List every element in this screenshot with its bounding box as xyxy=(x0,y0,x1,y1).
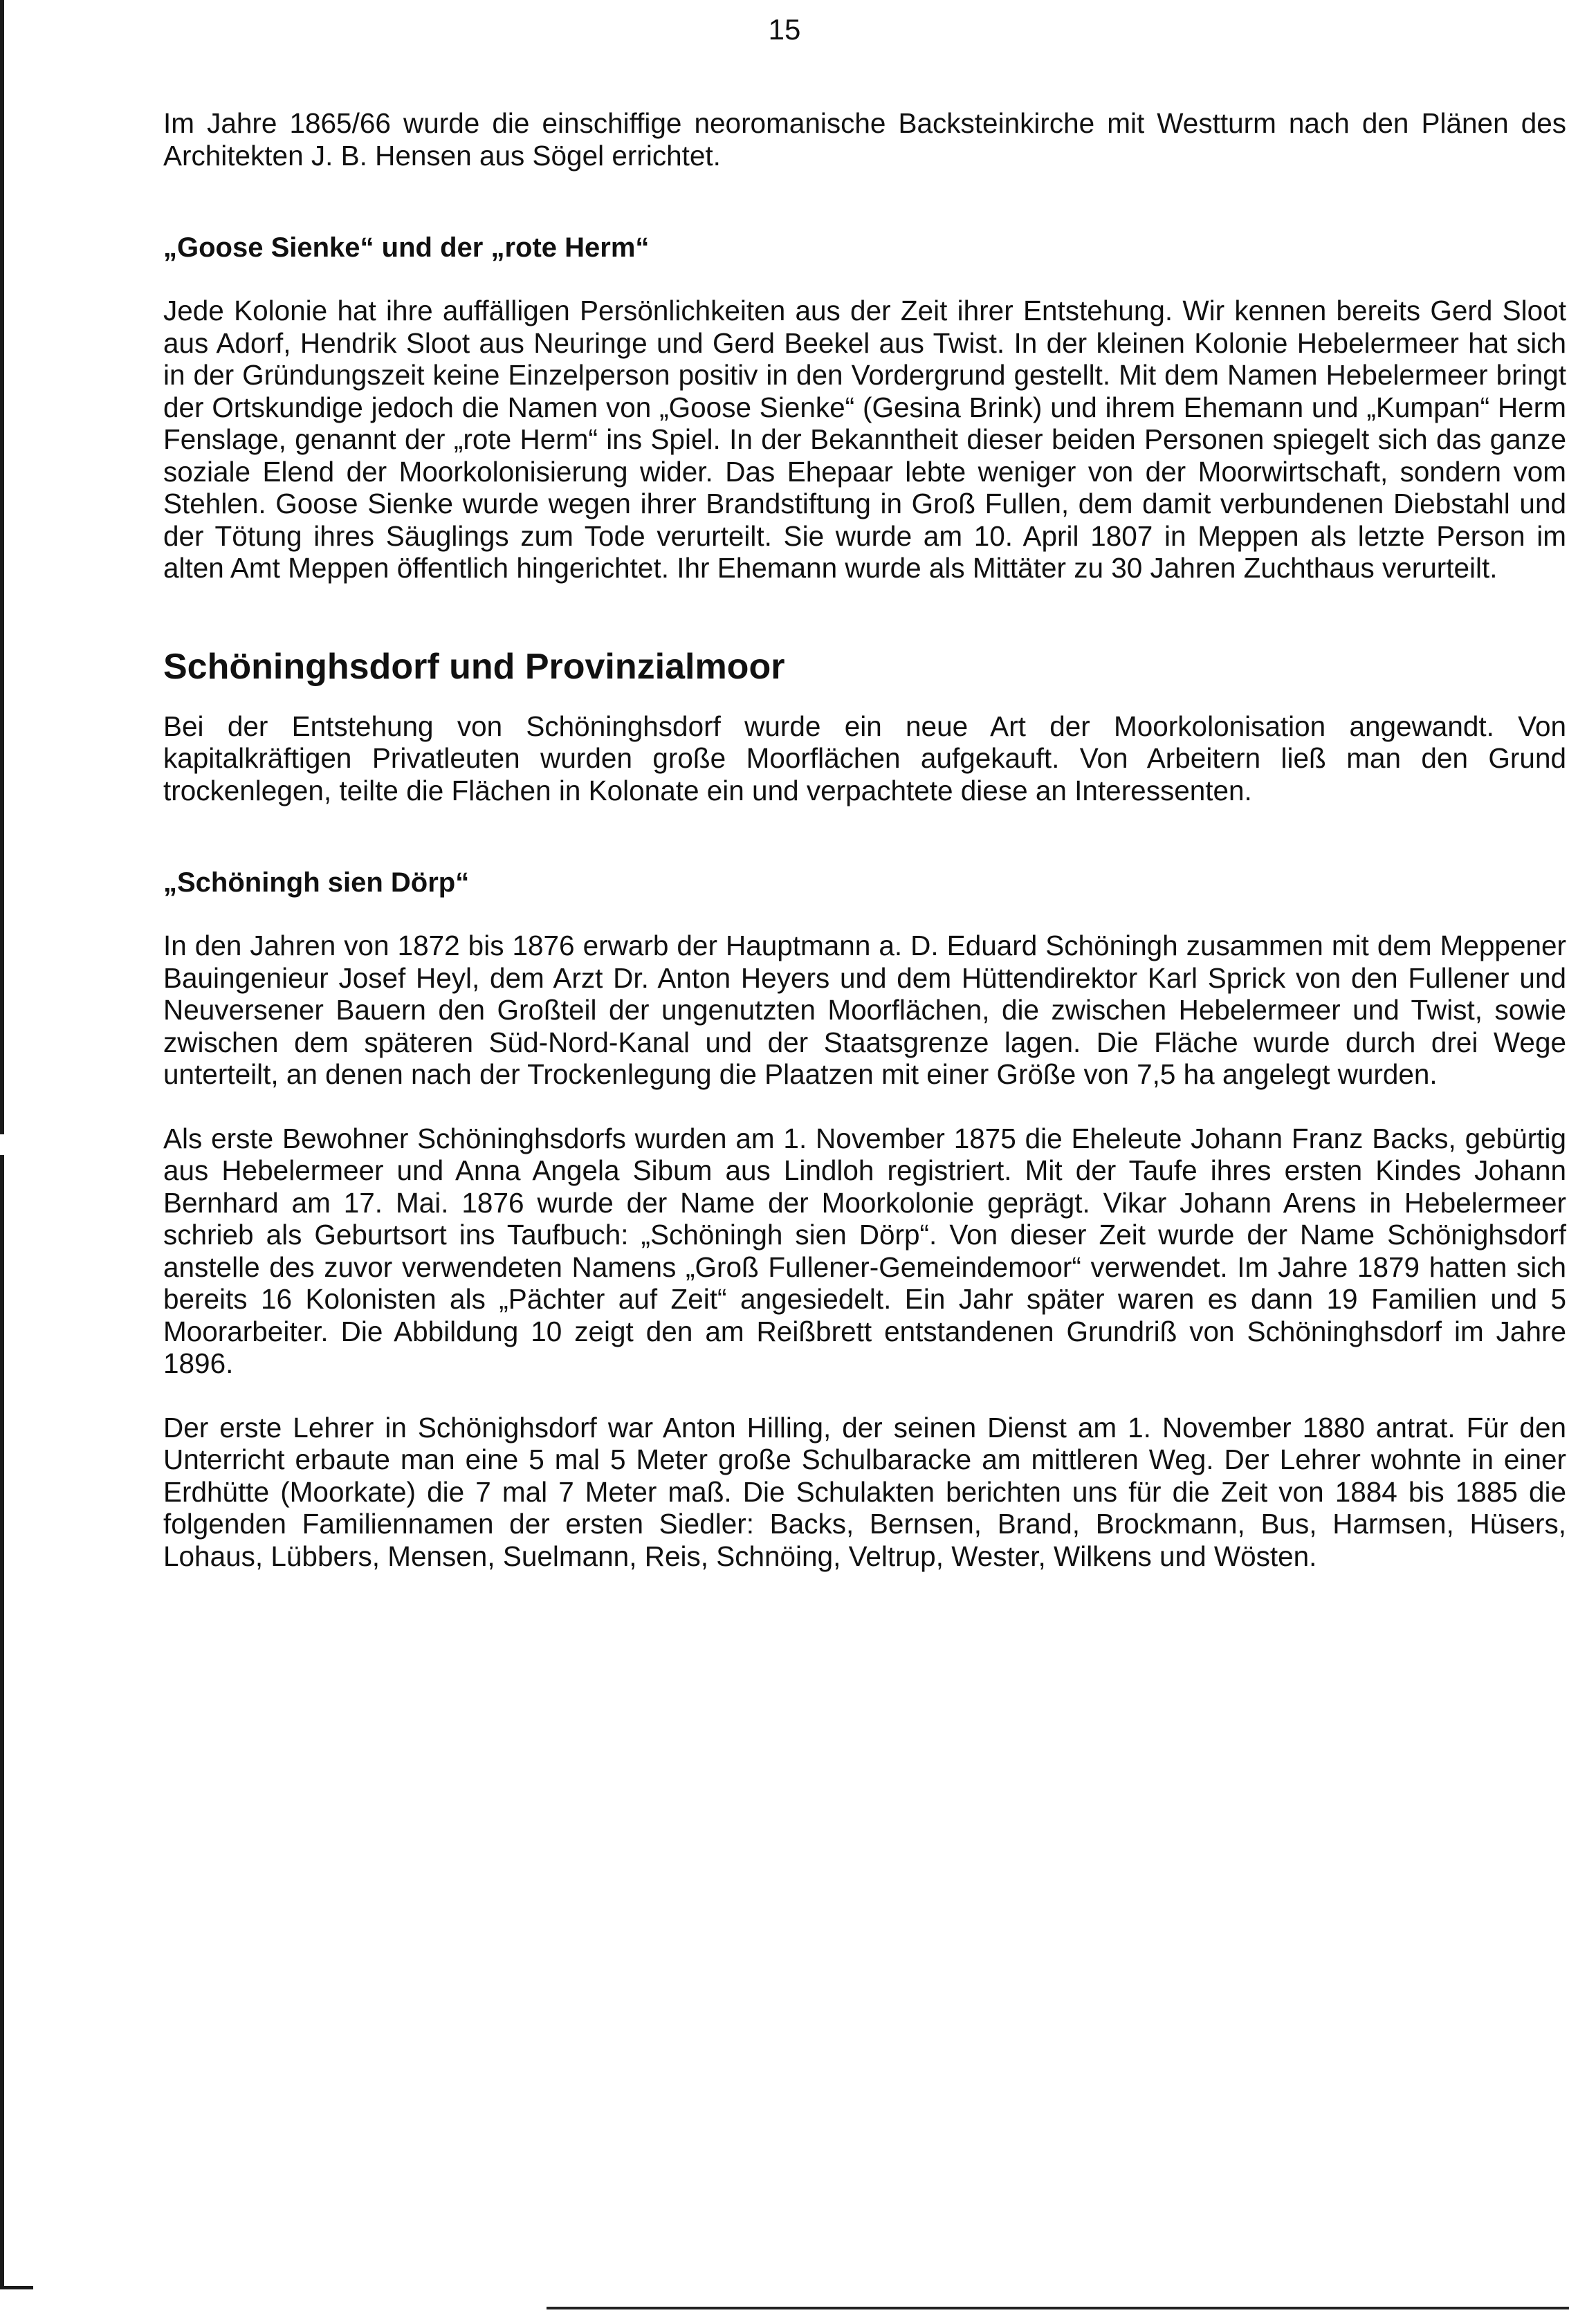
scan-corner-mark xyxy=(0,2286,33,2289)
scan-edge-left-upper xyxy=(0,0,4,1134)
heading-schoeningh-sien-doerp: „Schöningh sien Dörp“ xyxy=(163,867,470,898)
page-number: 15 xyxy=(768,13,801,46)
paragraph-schoeninghsdorf-intro: Bei der Entstehung von Schöninghsdorf wurde ein neue Art der Moorkolonisation angewandt. Von kapitalkräftigen Privatleuten wurden große Moorflächen aufgekauft. Von Arbeitern ließ man den Grund trockenlegen, teilte die Flächen in Kolonate ein und verpachtete diese an Interessenten. xyxy=(163,710,1566,806)
heading-schoeninghsdorf: Schöninghsdorf und Provinzialmoor xyxy=(163,646,785,687)
page-content xyxy=(163,107,1566,1572)
scan-edge-left-lower xyxy=(0,1155,4,2289)
intro-paragraph: Im Jahre 1865/66 wurde die einschiffige neoromanische Backsteinkirche mit Westturm nach den Plänen des Architekten J. B. Hensen aus Sögel errichtet. xyxy=(163,107,1566,172)
paragraph-goose-sienke: Jede Kolonie hat ihre auffälligen Persönlichkeiten aus der Zeit ihrer Entstehung. Wir kennen bereits Gerd Sloot aus Adorf, Hendrik Sloot aus Neuringe und Gerd Beekel aus Twist. In der kleinen Kolonie Hebelermeer hat sich in der Gründungszeit keine Einzelperson positiv in den Vordergrund gestellt. Mit dem Namen Hebelermeer bringt der Ortskundige jedoch die Namen von „Goose Sienke“ (Gesina Brink) und ihrem Ehemann und „Kumpan“ Herm Fenslage, genannt der „rote Herm“ ins Spiel. In der Bekanntheit dieser beiden Personen spiegelt sich das ganze soziale Elend der Moorkolonisierung wider. Das Ehepaar lebte weniger von der Moorwirtschaft, sondern vom Stehlen. Goose Sienke wurde wegen ihrer Brandstiftung in Groß Fullen, dem damit verbundenen Diebstahl und der Tötung ihres Säuglings zum Tode verurteilt. Sie wurde am 10. April 1807 in Meppen als letzte Person im alten Amt Meppen öffentlich hingerichtet. Ihr Ehemann wurde als Mittäter zu 30 Jahren Zuchthaus verurteilt. xyxy=(163,295,1566,584)
paragraph-first-residents: Als erste Bewohner Schöninghsdorfs wurden am 1. November 1875 die Eheleute Johann Franz Backs, gebürtig aus Hebelermeer und Anna Angela Sibum aus Lindloh registriert. Mit der Taufe ihres ersten Kindes Johann Bernhard am 17. Mai. 1876 wurde der Name der Moorkolonie geprägt. Vikar Johann Arens in Hebelermeer schrieb als Geburtsort ins Taufbuch: „Schöningh sien Dörp“. Von dieser Zeit wurde der Name Schönighsdorf anstelle des zuvor verwendeten Namens „Groß Fullener-Gemeindemoor“ verwendet. Im Jahre 1879 hatten sich bereits 16 Kolonisten als „Pächter auf Zeit“ angesiedelt. Ein Jahr später waren es dann 19 Familien und 5 Moorarbeiter. Die Abbildung 10 zeigt den am Reißbrett entstandenen Grundriß von Schöninghsdorf im Jahre 1896. xyxy=(163,1122,1566,1379)
paragraph-land-purchase: In den Jahren von 1872 bis 1876 erwarb der Hauptmann a. D. Eduard Schöningh zusammen mit dem Meppener Bauingenieur Josef Heyl, dem Arzt Dr. Anton Heyers und dem Hüttendirektor Karl Sprick von den Fullener und Neuversener Bauern den Großteil der ungenutzten Moorflächen, die zwischen Hebelermeer und Twist, sowie zwischen dem späteren Süd-Nord-Kanal und der Staatsgrenze lagen. Die Fläche wurde durch drei Wege unterteilt, an denen nach der Trockenlegung die Plaatzen mit einer Größe von 7,5 ha angelegt wurden. xyxy=(163,930,1566,1090)
heading-goose-sienke: „Goose Sienke“ und der „rote Herm“ xyxy=(163,232,650,263)
paragraph-first-teacher: Der erste Lehrer in Schönighsdorf war Anton Hilling, der seinen Dienst am 1. November 1880 antrat. Für den Unterricht erbaute man eine 5 mal 5 Meter große Schulbaracke am mittleren Weg. Der Lehrer wohnte in einer Erdhütte (Moorkate) die 7 mal 7 Meter maß. Die Schulakten berichten uns für die Zeit von 1884 bis 1885 die folgenden Familiennamen der ersten Siedler: Backs, Bernsen, Brand, Brockmann, Bus, Harmsen, Hüsers, Lohaus, Lübbers, Mensen, Suelmann, Reis, Schnöing, Veltrup, Wester, Wilkens und Wösten. xyxy=(163,1411,1566,1572)
scan-footer-line xyxy=(547,2307,1569,2309)
